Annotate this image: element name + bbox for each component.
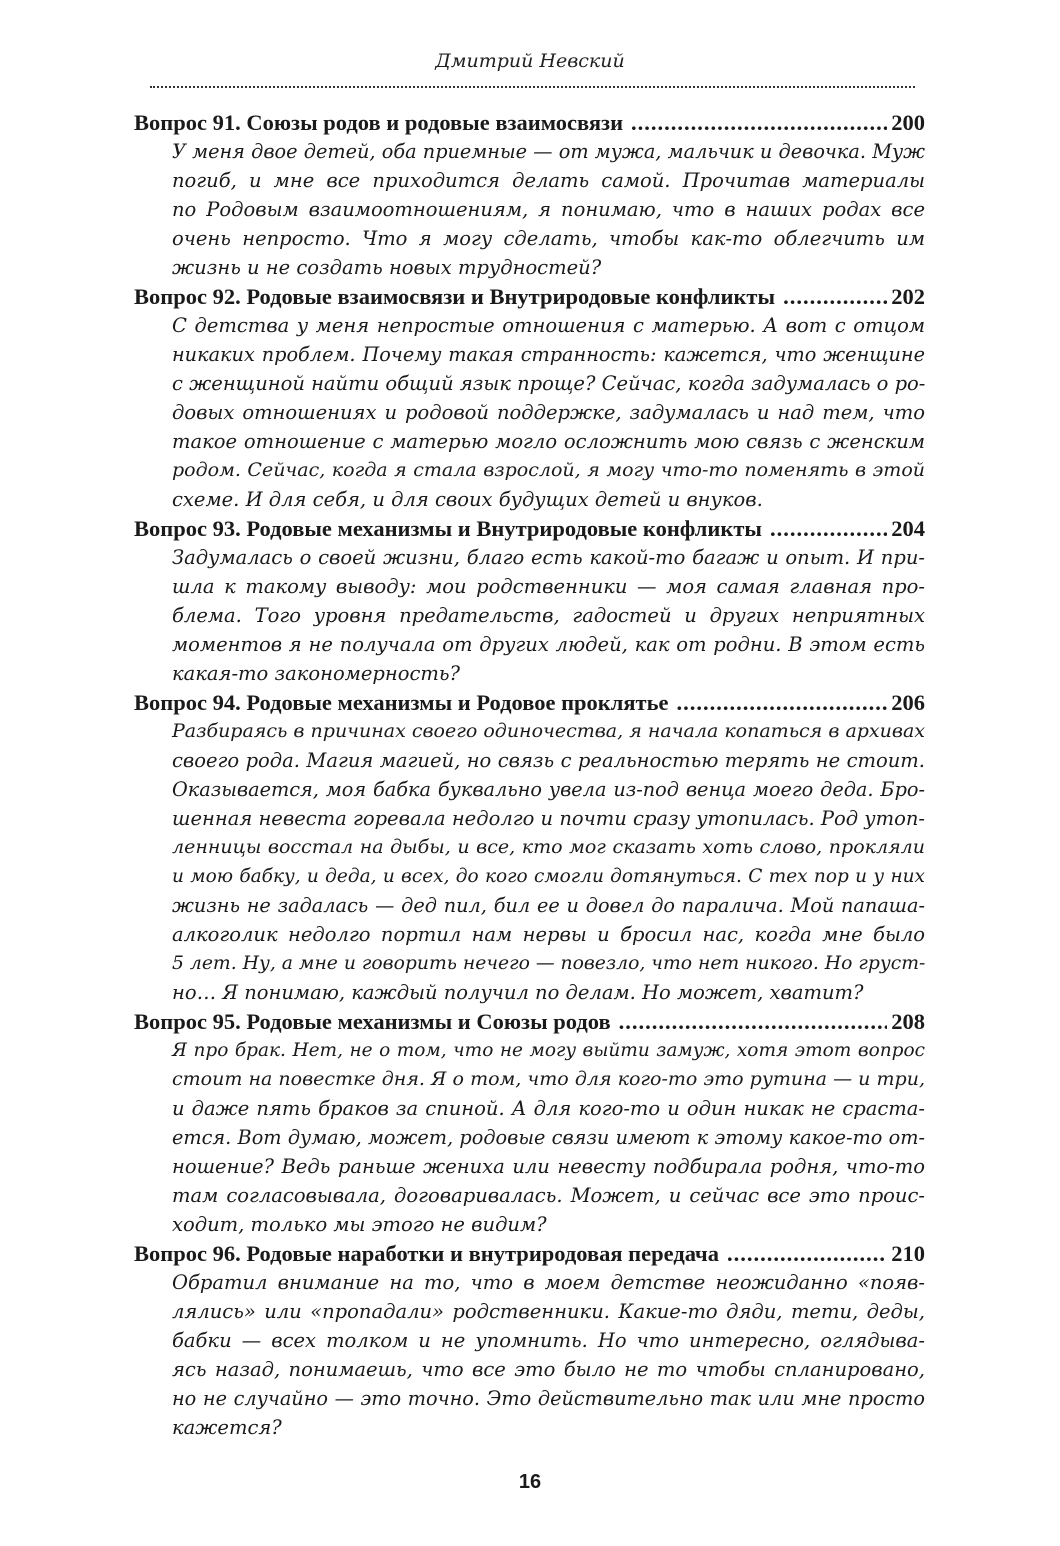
question-text-line: своего рода. Магия магией, но связь с реальностью терять не стоит. — [172, 749, 925, 772]
question-text-line: ленницы восстал на дыбы, и все, кто мог сказать хоть слово, прокляли — [172, 836, 925, 858]
question-text — [172, 1268, 925, 1442]
question-page-number: 204 — [891, 516, 925, 541]
question-text — [172, 717, 925, 1007]
question-text-line: стоит на повестке дня. Я о том, что для кого-то это рутина — и три, — [172, 1068, 925, 1090]
question-text-line: ется. Вот думаю, может, родовые связи имеют к этому какое-то от- — [172, 1126, 925, 1149]
table-of-contents — [134, 108, 925, 1442]
toc-entry — [134, 514, 925, 688]
question-page-number: 210 — [891, 1241, 925, 1266]
question-text-line: жизнь не задалась — дед пил, бил ее и довел до паралича. Мой папаша- — [172, 894, 925, 917]
toc-entry — [134, 688, 925, 1007]
toc-entry-heading — [134, 1239, 925, 1268]
dot-leader — [677, 688, 888, 717]
toc-entry-heading — [134, 282, 925, 311]
toc-entry — [134, 1239, 925, 1442]
question-text-line: шла к такому выводу: мои родственники — моя самая главная про- — [172, 575, 925, 598]
dot-leader — [619, 1007, 888, 1036]
question-text-line: Обратил внимание на то, что в моем детстве неожиданно «появ- — [172, 1271, 925, 1294]
question-text-line: жизнь и не создать новых трудностей? — [172, 256, 602, 279]
question-text-line: У меня двое детей, оба приемные — от мужа, мальчик и девочка. Муж — [172, 140, 925, 163]
toc-entry-heading — [134, 514, 925, 543]
question-text-line: и мою бабку, и деда, и всех, до кого смогли дотянуться. С тех пор и у них — [172, 866, 925, 887]
question-title: Вопрос 93. Родовые механизмы и Внутриродовые конфликты — [134, 516, 762, 541]
question-text-line: но не случайно — это точно. Это действительно так или мне просто — [172, 1387, 925, 1410]
question-text — [172, 137, 925, 282]
question-text-line: Разбираясь в причинах своего одиночества, я начала копаться в архивах — [172, 720, 925, 742]
question-text-line: Я про брак. Нет, не о том, что не могу выйти замуж, хотя этот вопрос — [172, 1040, 925, 1061]
question-text — [172, 311, 925, 514]
question-text-line: 5 лет. Ну, а мне и говорить нечего — повезло, что нет никого. Но груст- — [172, 953, 926, 974]
dot-leader — [631, 108, 887, 137]
question-text-line: схеме. И для себя, и для своих будущих детей и внуков. — [172, 488, 763, 511]
page-number: 16 — [518, 1471, 542, 1493]
question-text-line: кажется? — [172, 1416, 282, 1439]
question-text-line: шенная невеста горевала недолго и почти сразу утопилась. Род утоп- — [172, 807, 925, 830]
question-text-line: бабки — всех толком и не упомнить. Но что интересно, оглядыва- — [172, 1329, 925, 1352]
question-text-line: и даже пять браков за спиной. А для кого-то и один никак не сраста- — [172, 1097, 925, 1120]
question-text-line: но… Я понимаю, каждый получил по делам. Но может, хватит? — [172, 981, 864, 1004]
toc-entry-heading — [134, 1007, 925, 1036]
question-text — [172, 543, 925, 688]
question-text-line: родом. Сейчас, когда я стала взрослой, я могу что-то поменять в этой — [172, 459, 925, 481]
question-text-line: моментов я не получала от других людей, как от родни. В этом есть — [172, 633, 925, 656]
question-text — [172, 1036, 925, 1239]
question-page-number: 206 — [891, 690, 925, 715]
question-text-line: такое отношение с матерью могло осложнить мою связь с женским — [172, 430, 925, 453]
question-title: Вопрос 91. Союзы родов и родовые взаимосвязи — [134, 110, 624, 135]
dot-leader — [783, 282, 887, 311]
question-title: Вопрос 92. Родовые взаимосвязи и Внутриродовые конфликты — [134, 284, 776, 309]
question-text-line: какая-то закономерность? — [172, 662, 460, 685]
running-head: Дмитрий Невский — [435, 50, 625, 72]
question-text-line: Оказывается, моя бабка буквально увела из-под венца моего деда. Бро- — [172, 778, 925, 801]
dot-leader — [770, 514, 887, 543]
question-page-number: 208 — [891, 1009, 925, 1034]
toc-entry — [134, 282, 925, 514]
question-text-line: ясь назад, понимаешь, что все это было не то чтобы спланировано, — [172, 1358, 925, 1381]
question-title: Вопрос 94. Родовые механизмы и Родовое проклятье — [134, 690, 669, 715]
toc-entry-heading — [134, 108, 925, 137]
question-text-line: ходит, только мы этого не видим? — [172, 1213, 547, 1236]
question-text-line: алкоголик недолго портил нам нервы и бросил нас, когда мне было — [172, 923, 925, 946]
question-text-line: ношение? Ведь раньше жениха или невесту подбирала родня, что-то — [172, 1155, 925, 1178]
question-text-line: там согласовывала, договаривалась. Может, и сейчас все это проис- — [172, 1184, 925, 1207]
question-text-line: никаких проблем. Почему такая странность: кажется, что женщине — [172, 343, 925, 366]
dot-leader — [727, 1239, 887, 1268]
question-text-line: по Родовым взаимоотношениям, я понимаю, что в наших родах все — [172, 198, 925, 221]
question-title: Вопрос 96. Родовые наработки и внутриродовая передача — [134, 1241, 719, 1266]
question-text-line: с женщиной найти общий язык проще? Сейчас, когда задумалась о ро- — [172, 372, 926, 395]
question-text-line: блема. Того уровня предательств, гадостей и других неприятных — [172, 604, 925, 627]
question-text-line: погиб, и мне все приходится делать самой. Прочитав материалы — [172, 169, 925, 192]
toc-entry — [134, 1007, 925, 1239]
header-dotted-rule — [150, 86, 915, 88]
question-page-number: 202 — [891, 284, 925, 309]
toc-entry-heading — [134, 688, 925, 717]
question-text-line: очень непросто. Что я могу сделать, чтобы как-то облегчить им — [172, 227, 925, 250]
question-text-line: лялись» или «пропадали» родственники. Какие-то дяди, тети, деды, — [172, 1300, 925, 1323]
toc-entry — [134, 108, 925, 282]
question-text-line: С детства у меня непростые отношения с матерью. А вот с отцом — [172, 314, 925, 337]
question-title: Вопрос 95. Родовые механизмы и Союзы родов — [134, 1009, 611, 1034]
question-page-number: 200 — [891, 110, 925, 135]
question-text-line: Задумалась о своей жизни, благо есть какой-то багаж и опыт. И при- — [172, 546, 925, 569]
question-text-line: довых отношениях и родовой поддержке, задумалась и над тем, что — [172, 401, 925, 424]
